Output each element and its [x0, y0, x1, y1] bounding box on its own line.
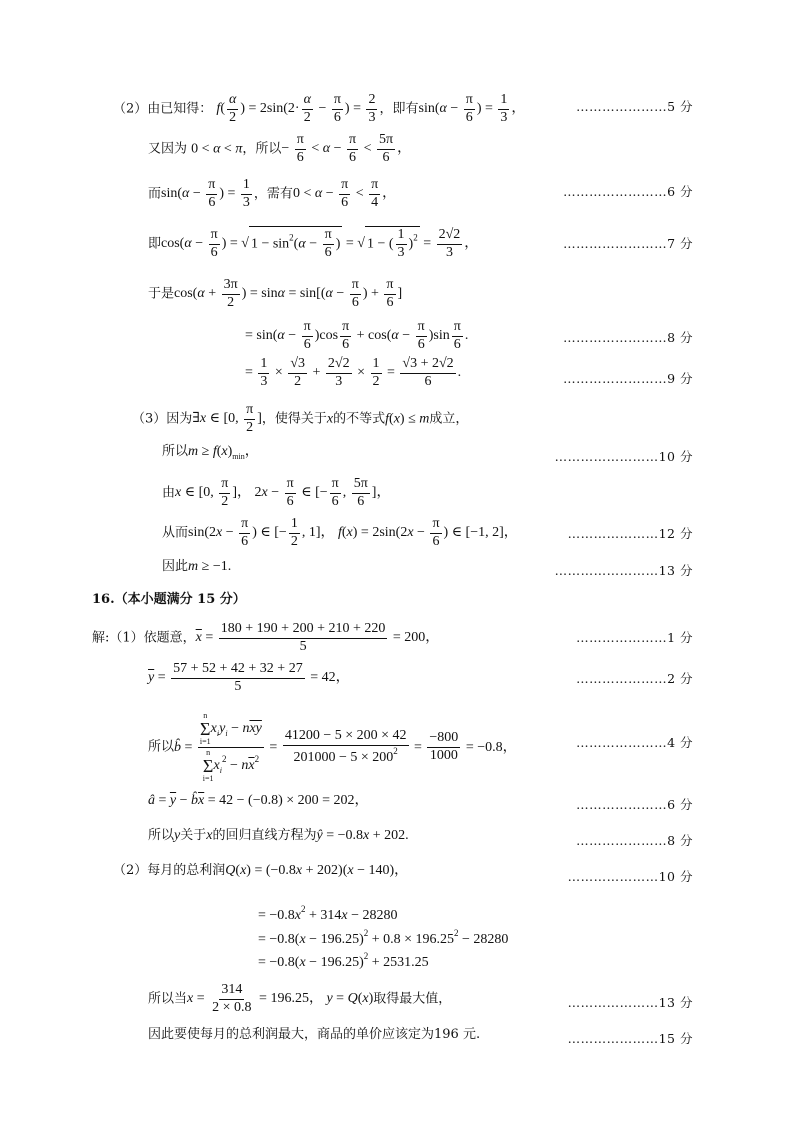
score-6: ……………………6 分 — [563, 184, 693, 199]
q16-line-5 — [148, 829, 409, 843]
formula: $\overline{y}$ = $\frac{57 + 52 + 42 + 32 + 27}{5}$ = 42， — [148, 661, 350, 694]
part3-line-1 — [132, 403, 468, 435]
score-1: …………………1 分 — [576, 630, 693, 645]
score-8b: …………………8 分 — [576, 833, 693, 848]
q16p2-line-3 — [258, 929, 508, 947]
score-8: ……………………8 分 — [563, 330, 693, 345]
formula: $m \ge f(x)_{min}$， — [188, 444, 259, 461]
text: 的不等式 — [333, 411, 386, 427]
formula: sin(α − $\frac{\pi}{6}$ ) = $\frac{1}{3}$ — [161, 177, 250, 210]
text: 即 — [148, 236, 162, 252]
score-13b: …………………13 分 — [567, 995, 693, 1010]
text: 又因为 — [148, 141, 188, 157]
text: ，所以 — [242, 141, 282, 157]
formula: = $-0.8(x - 196.25)^2 + 2531.25$ — [258, 951, 429, 970]
score-9: ……………………9 分 — [563, 371, 693, 386]
formula: 0 < α − $\frac{\pi}{6}$ < $\frac{\pi}{4}$ ， — [292, 177, 397, 210]
text: 从而 — [162, 525, 189, 541]
formula: x — [206, 828, 213, 843]
formula: m ≥ −1. — [188, 559, 232, 574]
score-12: …………………12 分 — [567, 526, 693, 541]
formula: x — [326, 411, 334, 427]
formula: cos(α − $\frac{\pi}{6}$ ) = √ $1 - \sin^2(\alpha$ − $\frac{\pi}{6}$ ) = √ 1 − ( $\frac{1}{3}$ )$^2$ = $\frac{2√2}{3}$ ， — [161, 227, 479, 260]
text: 由 — [162, 485, 176, 501]
q16-line-2 — [148, 662, 350, 694]
text: 关于 — [180, 828, 207, 843]
text: 成立， — [429, 411, 469, 427]
formula: sin(2x − $\frac{\pi}{6}$ ) ∈ [− $\frac{1}{2}$ , 1]， f(x) = 2sin(2x − $\frac{\pi}{6}$ ) ∈ [−1, 2]， — [188, 516, 518, 549]
formula: $\overline{x}$ = $\frac{180 + 190 + 200 + 210 + 220}{5}$ = 200， — [195, 621, 440, 654]
text: 于是 — [148, 286, 175, 302]
text: 所以 — [148, 828, 175, 843]
formula: cos(α + $\frac{3\pi}{2}$ ) = sinα = sin[(α − $\frac{\pi}{6}$ ) + $\frac{\pi}{6}$ ] — [174, 277, 403, 310]
part2-line-7 — [245, 357, 461, 389]
formula: − $\frac{\pi}{6}$ < α − $\frac{\pi}{6}$ < $\frac{5\pi}{6}$ ， — [281, 132, 412, 165]
formula: sin(α − $\frac{\pi}{6}$ ) = $\frac{1}{3}$ ， — [418, 92, 526, 125]
part2-line-6 — [245, 320, 468, 352]
text: 所以 — [148, 739, 175, 755]
q16-line-3 — [148, 712, 517, 783]
text: 取得最大值， — [373, 991, 452, 1007]
score-6b: …………………6 分 — [576, 797, 693, 812]
formula: b̂ = n Σ i=1 $x_iy_i - n\overline{xy}$ n Σ i=1 $x_i^2 - n\overline{x}^2$ = $\frac{41200 - 5 \times 200 \times 42}{201000 - 5 \times 200^2}$ = $\frac{-800}{1000}$ = −0.8， — [174, 711, 517, 783]
score-15: …………………15 分 — [567, 1031, 693, 1046]
part3-line-2 — [162, 445, 259, 461]
formula: = $-0.8(x - 196.25)^2 + 0.8 \times 196.25^2 - 28280$ — [258, 928, 509, 947]
formula: â = $\overline{y}$ − $b̂\overline{x} = 42 - (-0.8) \times 200 = 202$， — [148, 793, 369, 808]
score-4: …………………4 分 — [576, 735, 693, 750]
formula: f(x) ≤ m — [385, 411, 430, 427]
formula: = $-0.8x^2 + 314x - 28280$ — [258, 904, 398, 923]
text: （3）因为 — [132, 411, 193, 427]
q16-line-1 — [92, 622, 439, 654]
text: 解:（1）依题意， — [92, 630, 196, 646]
score-7: ……………………7 分 — [563, 236, 693, 251]
formula: ŷ = −0.8x + 202. — [316, 828, 409, 843]
text: 所以当 — [148, 991, 188, 1007]
score-2: …………………2 分 — [576, 671, 693, 686]
part2-line-3 — [148, 178, 396, 210]
formula: y — [174, 828, 181, 843]
q16p2-line-6: 因此要使每月的总利润最大，商品的单价应该定为196 元. — [148, 1027, 481, 1042]
text: 而 — [148, 186, 162, 202]
q16-line-4 — [148, 794, 369, 808]
q16p2-line-2 — [258, 905, 398, 923]
formula: Q(x) = (−0.8x + 202)(x − 140)， — [225, 863, 409, 878]
text: 所以 — [162, 444, 189, 459]
part2-line-4 — [148, 226, 478, 260]
part2-mid: ，即有 — [379, 101, 419, 117]
part3-line-3 — [162, 477, 390, 509]
part2-prefix: （2）由已知得： — [113, 101, 213, 117]
q16p2-line-4 — [258, 952, 429, 970]
formula: = $\frac{1}{3}$ × $\frac{√3}{2}$ + $\frac{2√2}{3}$ × $\frac{1}{2}$ = $\frac{√3 + 2√2}{6}$ . — [245, 356, 462, 389]
formula: f( $\frac{\alpha}{2}$ ) = 2sin(2· $\frac{\alpha}{2}$ − $\frac{\pi}{6}$ ) = $\frac{2}{3}$ — [216, 92, 376, 125]
score-10: ……………………10 分 — [554, 449, 693, 464]
text: （2）每月的总利润 — [113, 863, 226, 878]
q16p2-line-1 — [113, 864, 408, 878]
score-5: …………………5 分 — [576, 99, 693, 114]
formula: = sin(α − $\frac{\pi}{6}$ )cos $\frac{\pi}{6}$ + cos(α − $\frac{\pi}{6}$ )sin $\frac{\pi}{6}$ . — [245, 319, 469, 352]
part2-line-1 — [113, 93, 525, 125]
text: 因此 — [162, 559, 189, 574]
q16p2-line-5 — [148, 983, 451, 1015]
text: 的回归直线方程为 — [212, 828, 317, 843]
formula: x ∈ [0, $\frac{\pi}{2}$ ]， 2x − $\frac{\pi}{6}$ ∈ [− $\frac{\pi}{6}$ , $\frac{5\pi}{6}$ ]， — [175, 476, 391, 509]
text: ，使得关于 — [261, 411, 327, 427]
formula: ∃x ∈ [0, $\frac{\pi}{2}$ ] — [192, 402, 262, 435]
formula: x = $\frac{314}{2 \times 0.8}$ = 196.25， y = Q(x) — [187, 982, 374, 1015]
part2-line-5 — [148, 278, 402, 310]
score-10b: …………………10 分 — [567, 869, 693, 884]
question-title: 16.（本小题满分 15 分） — [92, 592, 246, 607]
part3-line-5 — [162, 560, 231, 574]
part2-line-2 — [148, 133, 411, 165]
score-13: ……………………13 分 — [554, 563, 693, 578]
text: ，需有 — [253, 186, 293, 202]
part3-line-4 — [162, 517, 518, 549]
formula: 0 < α < π — [191, 141, 243, 157]
